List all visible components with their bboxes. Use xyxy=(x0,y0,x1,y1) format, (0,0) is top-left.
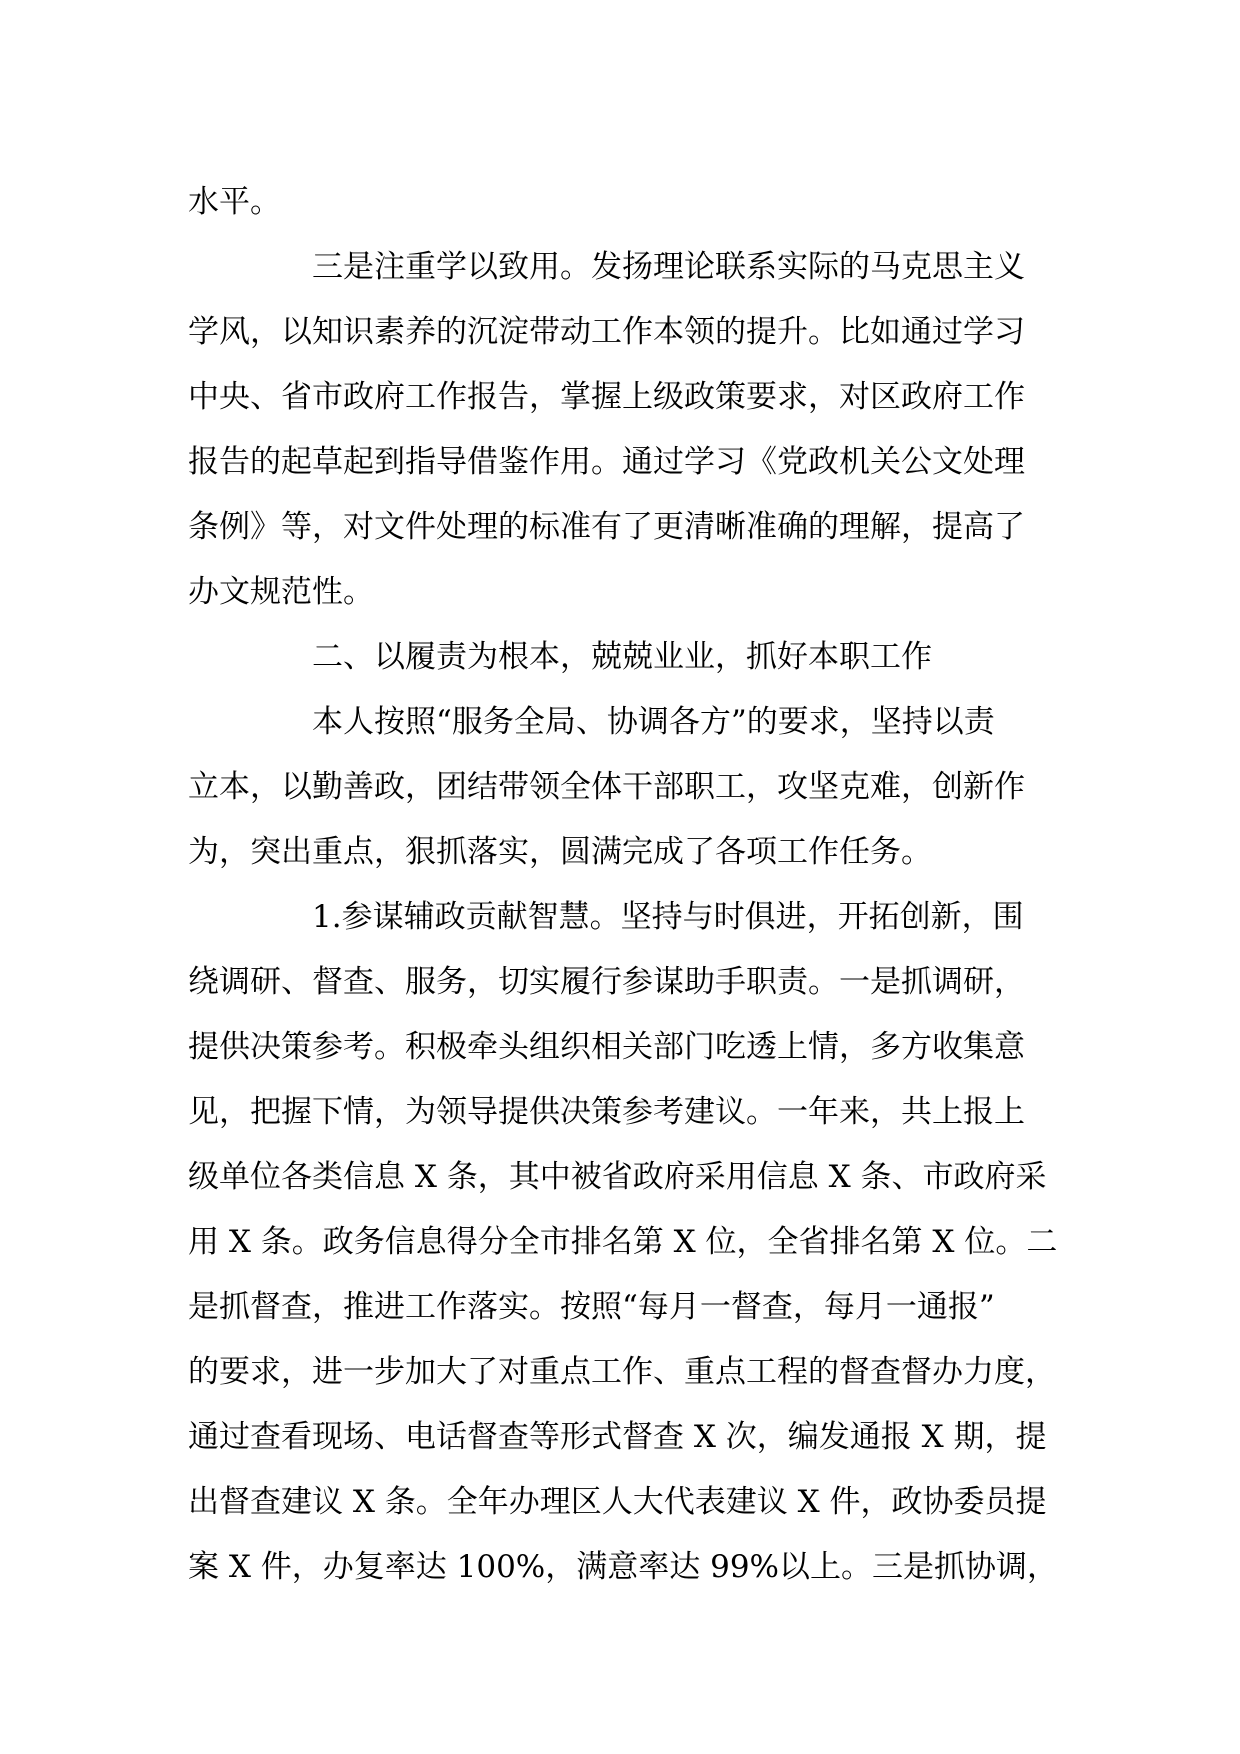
text-line: 1.参谋辅政贡献智慧。坚持与时俱进，开拓创新，围 xyxy=(312,899,1024,935)
text-line: 水平。 xyxy=(188,184,281,220)
body-text xyxy=(188,170,1088,1600)
text-line: 本人按照“服务全局、协调各方”的要求，坚持以责 xyxy=(312,704,995,740)
text-line: 学风，以知识素养的沉淀带动工作本领的提升。比如通过学习 xyxy=(188,314,1025,350)
text-line: 提供决策参考。积极牵头组织相关部门吃透上情，多方收集意 xyxy=(188,1029,1025,1065)
text-line: 条例》等，对文件处理的标准有了更清晰准确的理解，提高了 xyxy=(188,509,1025,545)
text-line: 立本，以勤善政，团结带领全体干部职工，攻坚克难，创新作 xyxy=(188,769,1025,805)
text-line: 中央、省市政府工作报告，掌握上级政策要求，对区政府工作 xyxy=(188,379,1025,415)
text-line: 案 X 件，办复率达 100%，满意率达 99%以上。三是抓协调， xyxy=(188,1549,1059,1585)
text-line: 用 X 条。政务信息得分全市排名第 X 位，全省排名第 X 位。二 xyxy=(188,1224,1058,1260)
text-line: 的要求，进一步加大了对重点工作、重点工程的督查督办力度， xyxy=(188,1354,1056,1390)
text-line: 为，突出重点，狠抓落实，圆满完成了各项工作任务。 xyxy=(188,834,932,870)
text-line: 是抓督查，推进工作落实。按照“每月一督查，每月一通报” xyxy=(188,1289,995,1325)
text-line: 见，把握下情，为领导提供决策参考建议。一年来，共上报上 xyxy=(188,1094,1025,1130)
text-line: 级单位各类信息 X 条，其中被省政府采用信息 X 条、市政府采 xyxy=(188,1159,1047,1195)
text-line: 三是注重学以致用。发扬理论联系实际的马克思主义 xyxy=(312,249,1025,285)
text-line: 报告的起草起到指导借鉴作用。通过学习《党政机关公文处理 xyxy=(188,444,1025,480)
text-line: 绕调研、督查、服务，切实履行参谋助手职责。一是抓调研， xyxy=(188,964,1025,1000)
text-line: 出督查建议 X 条。全年办理区人大代表建议 X 件，政协委员提 xyxy=(188,1484,1047,1520)
section-heading: 二、以履责为根本，兢兢业业，抓好本职工作 xyxy=(312,639,932,675)
text-line: 办文规范性。 xyxy=(188,574,374,610)
text-line: 通过查看现场、电话督查等形式督查 X 次，编发通报 X 期，提 xyxy=(188,1419,1047,1455)
